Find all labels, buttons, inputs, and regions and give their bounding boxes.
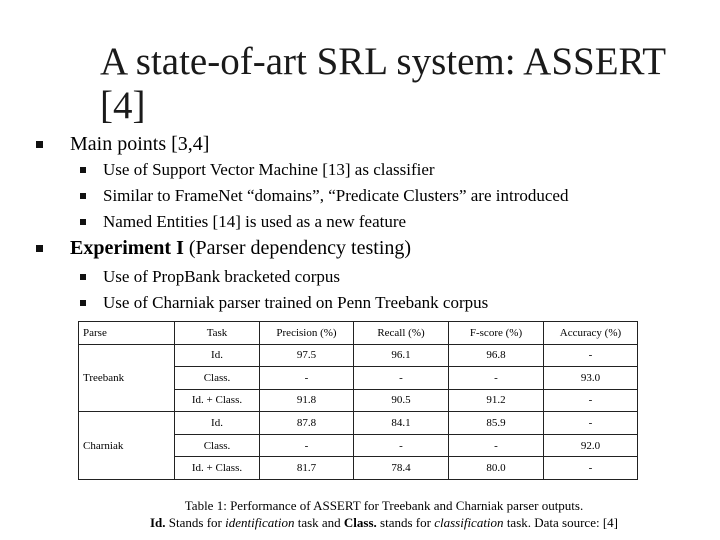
caption-id-bold: Id.: [149, 515, 166, 530]
fscore-cell: -: [449, 434, 544, 457]
header-recall: Recall (%): [354, 322, 449, 345]
accuracy-cell: -: [544, 344, 638, 367]
task-cell: Id. + Class.: [175, 457, 260, 480]
bullet-experiment: [36, 237, 411, 260]
recall-cell: -: [354, 367, 449, 390]
caption-line-1: Table 1: Performance of ASSERT for Treebank and Charniak parser outputs.: [184, 498, 584, 513]
precision-cell: -: [260, 434, 354, 457]
task-cell: Id. + Class.: [175, 389, 260, 412]
sub-bullet-svm: [80, 160, 435, 180]
square-bullet-icon: [80, 167, 86, 173]
recall-cell: 84.1: [354, 412, 449, 435]
square-bullet-icon: [80, 219, 86, 225]
table-header-row: [79, 322, 638, 345]
square-bullet-icon: [80, 274, 86, 280]
accuracy-cell: -: [544, 389, 638, 412]
accuracy-cell: -: [544, 457, 638, 480]
accuracy-cell: 92.0: [544, 434, 638, 457]
square-bullet-icon: [80, 300, 86, 306]
recall-cell: -: [354, 434, 449, 457]
caption-line-2: [78, 514, 690, 531]
sub-bullet-text: Similar to FrameNet “domains”, “Predicate Clusters” are introduced: [103, 186, 569, 205]
parser-cell-treebank: Treebank: [79, 344, 175, 412]
table-row: [79, 412, 638, 435]
sub-bullet-text: Use of Support Vector Machine [13] as classifier: [103, 160, 435, 179]
experiment-label-bold: Experiment I: [70, 237, 184, 259]
precision-cell: 87.8: [260, 412, 354, 435]
sub-bullet-charniak: [80, 293, 488, 313]
precision-cell: 91.8: [260, 389, 354, 412]
task-cell: Class.: [175, 434, 260, 457]
caption-text: Stands for: [165, 515, 226, 530]
task-cell: Id.: [175, 412, 260, 435]
square-bullet-icon: [36, 141, 43, 148]
sub-bullet-propbank: [80, 267, 340, 287]
caption-text: task. Data source: [4]: [503, 515, 618, 530]
slide-title: A state-of-art SRL system: ASSERT [4]: [100, 40, 666, 127]
task-cell: Class.: [175, 367, 260, 390]
precision-cell: 97.5: [260, 344, 354, 367]
table-row: [79, 344, 638, 367]
fscore-cell: 96.8: [449, 344, 544, 367]
recall-cell: 90.5: [354, 389, 449, 412]
caption-identification-italic: identification: [225, 515, 295, 530]
header-task: Task: [175, 322, 260, 345]
fscore-cell: 85.9: [449, 412, 544, 435]
fscore-cell: 91.2: [449, 389, 544, 412]
fscore-cell: 80.0: [449, 457, 544, 480]
experiment-label-rest: (Parser dependency testing): [183, 237, 412, 259]
header-fscore: F-score (%): [449, 322, 544, 345]
caption-classification-italic: classification: [434, 515, 504, 530]
precision-cell: -: [260, 367, 354, 390]
caption-text: task and: [294, 515, 344, 530]
bullet-label: Main points [3,4]: [70, 133, 210, 155]
sub-bullet-text: Named Entities [14] is used as a new feature: [103, 212, 407, 231]
bullet-label: [70, 237, 411, 260]
sub-bullet-framenet: [80, 186, 568, 206]
table-caption: [78, 497, 690, 531]
task-cell: Id.: [175, 344, 260, 367]
header-parse: Parse: [79, 322, 175, 345]
accuracy-cell: -: [544, 412, 638, 435]
recall-cell: 96.1: [354, 344, 449, 367]
square-bullet-icon: [80, 193, 86, 199]
fscore-cell: -: [449, 367, 544, 390]
recall-cell: 78.4: [354, 457, 449, 480]
parser-cell-charniak: Charniak: [79, 412, 175, 480]
sub-bullet-text: Use of PropBank bracketed corpus: [103, 267, 340, 286]
caption-class-bold: Class.: [343, 515, 377, 530]
sub-bullet-text: Use of Charniak parser trained on Penn Treebank corpus: [103, 293, 489, 312]
bullet-main-points: [36, 133, 209, 156]
header-accuracy: Accuracy (%): [544, 322, 638, 345]
sub-bullet-named-entities: [80, 212, 406, 232]
accuracy-cell: 93.0: [544, 367, 638, 390]
square-bullet-icon: [36, 245, 43, 252]
caption-text: stands for: [376, 515, 435, 530]
precision-cell: 81.7: [260, 457, 354, 480]
header-precision: Precision (%): [260, 322, 354, 345]
results-table: [78, 321, 638, 480]
